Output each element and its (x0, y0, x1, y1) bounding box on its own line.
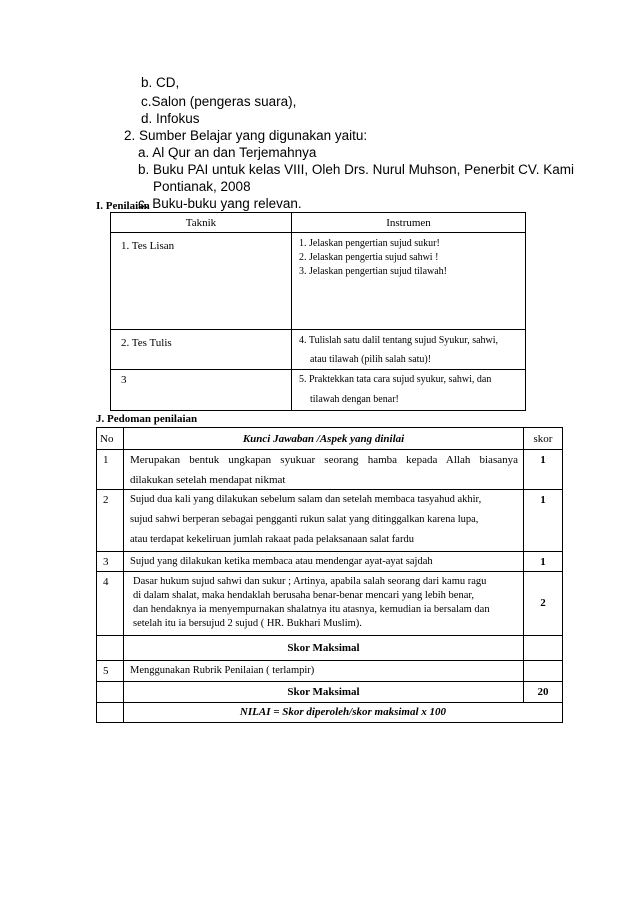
answer-no-2: 2 (103, 494, 109, 506)
answer-header-no: No (100, 433, 114, 445)
answer-text-2-2: sujud sahwi berperan sebagai pengganti rukun salat yang ditinggalkan karena lupa, (130, 514, 479, 525)
total-score: 20 (537, 686, 549, 698)
media-item-d: d. Infokus (141, 111, 200, 126)
answer-no-4: 4 (103, 576, 109, 588)
answer-text-1-2: dilakukan setelah mendapat nikmat (130, 474, 286, 486)
source-item-a: a. Al Qur an dan Terjemahnya (138, 145, 317, 160)
assessment-instrument-2-2: atau tilawah (pilih salah satu)! (310, 354, 432, 365)
answer-score-4: 2 (540, 597, 546, 609)
source-item-b-line1: b. Buku PAI untuk kelas VIII, Oleh Drs. Nurul Muhson, Penerbit CV. Kami (138, 162, 574, 177)
answer-text-4-2: di dalam shalat, maka hendaklah berusaha benar-benar mencari yang lebih benar, (133, 590, 475, 601)
answer-text-5-1: Menggunakan Rubrik Penilaian ( terlampir) (130, 665, 315, 676)
assessment-instrument-2-1: 4. Tulislah satu dalil tentang sujud Syukur, sahwi, (299, 335, 499, 346)
answer-text-4-4: setelah itu ia bersujud 2 sujud ( HR. Bukhari Muslim). (133, 618, 362, 629)
assessment-instrument-1-1: 1. Jelaskan pengertian sujud sukur! (299, 238, 440, 249)
answer-score-3: 1 (540, 556, 546, 568)
source-item-b-line2: Pontianak, 2008 (153, 179, 251, 194)
subtotal-label: Skor Maksimal (287, 642, 360, 654)
assessment-instrument-1-3: 3. Jelaskan pengertian sujud tilawah! (299, 266, 448, 277)
assessment-header-technique: Taknik (185, 217, 217, 229)
assessment-technique-3: 3 (121, 374, 127, 386)
answer-score-1: 1 (540, 454, 546, 466)
assessment-instrument-1-2: 2. Jelaskan pengertia sujud sahwi ! (299, 252, 439, 263)
answer-no-5: 5 (103, 665, 109, 677)
answer-header-score: skor (533, 433, 553, 445)
answer-header-key: Kunci Jawaban /Aspek yang dinilai (242, 433, 405, 445)
assessment-instrument-3-1: 5. Praktekkan tata cara sujud syukur, sahwi, dan (299, 374, 492, 385)
grade-formula: NILAI = Skor diperoleh/skor maksimal x 100 (239, 706, 447, 718)
assessment-technique-2: 2. Tes Tulis (121, 337, 172, 349)
media-item-b: b. CD, (141, 75, 180, 90)
answer-text-1-1: Merupakan bentuk ungkapan syukuar seorang hamba kepada Allah biasanya (130, 454, 518, 466)
answer-score-2: 1 (540, 494, 546, 506)
answer-text-4-3: dan hendaknya ia menyempurnakan shalatnya itu atasnya, kemudian ia bersalam dan (133, 604, 490, 615)
answer-no-1: 1 (103, 454, 109, 466)
media-item-c: c.Salon (pengeras suara), (141, 94, 297, 109)
assessment-technique-1: 1. Tes Lisan (121, 240, 175, 252)
total-label: Skor Maksimal (287, 686, 360, 698)
source-item-c: c. Buku-buku yang relevan. (138, 196, 302, 211)
answer-text-3-1: Sujud yang dilakukan ketika membaca atau mendengar ayat-ayat sajdah (130, 556, 433, 567)
answer-text-2-3: atau terdapat kekeliruan jumlah rakaat pada pelaksanaan salat fardu (130, 534, 414, 545)
section-i-title: I. Penilaian (96, 200, 150, 212)
answer-text-2-1: Sujud dua kali yang dilakukan sebelum salam dan setelah membaca tasyahud akhir, (130, 494, 482, 505)
assessment-header-instrument: Instrumen (386, 217, 431, 229)
answer-text-4-1: Dasar hukum sujud sahwi dan sukur ; Artinya, apabila salah seorang dari kamu ragu (133, 576, 487, 587)
section-j-title: J. Pedoman penilaian (96, 413, 198, 425)
answer-no-3: 3 (103, 556, 109, 568)
sources-heading: 2. Sumber Belajar yang digunakan yaitu: (124, 128, 368, 143)
assessment-instrument-3-2: tilawah dengan benar! (310, 394, 399, 405)
